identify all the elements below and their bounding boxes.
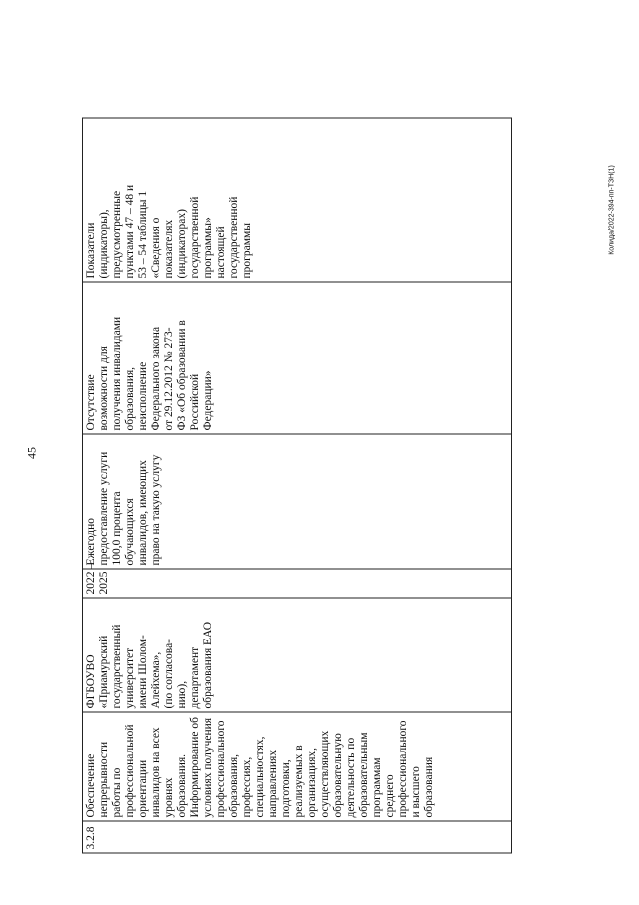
term-line: 2025 — [98, 571, 110, 595]
consequences-line: от 29.12.2012 № 273- — [163, 327, 175, 431]
executor-line: Алейхема», — [150, 651, 162, 709]
indicators-line: настоящей — [215, 226, 227, 279]
measure-line: и высшего — [410, 766, 422, 818]
executor-line: «Приамурский — [98, 635, 110, 709]
measure-line: среднего — [384, 774, 396, 818]
measure-line: реализуемых в — [293, 745, 305, 818]
measure-line: программам — [371, 757, 383, 818]
measure-line: образования. — [176, 753, 188, 818]
measure-line: условиях получения — [202, 717, 214, 818]
executor-line: имени Шолом- — [137, 635, 149, 709]
measure-cell — [83, 712, 512, 821]
measure-line: Обеспечение — [85, 753, 97, 818]
consequences-line: ФЗ «Об образовании в — [176, 320, 188, 431]
result-line: обучающихся — [124, 498, 136, 566]
executor-line: департамент — [189, 646, 201, 709]
measure-line: деятельность по — [345, 737, 357, 818]
measure-line: образовательную — [332, 733, 344, 818]
measure-text — [85, 716, 436, 818]
indicators-line: (индикаторы), — [98, 209, 110, 279]
measure-line: работы по — [111, 767, 123, 818]
measure-line: инвалидов на всех — [150, 727, 162, 818]
result-cell — [83, 434, 512, 569]
indicators-line: программы — [241, 222, 253, 279]
indicators-line: программы» — [202, 217, 214, 279]
result-text — [85, 438, 163, 566]
term-text — [85, 562, 111, 595]
executor-line: ФГБОУВО — [85, 654, 97, 709]
measure-line: подготовки, — [280, 759, 292, 818]
consequences-line: Федерального закона — [150, 326, 162, 431]
measure-line: ориентации — [137, 759, 149, 818]
measure-line: Информирование об — [189, 717, 201, 818]
consequences-line: неисполнение — [137, 361, 149, 431]
result-line: право на такую услугу — [150, 454, 162, 566]
measure-line: профессиональной — [124, 724, 136, 818]
table-row — [83, 118, 512, 853]
result-line: Ежегодно — [85, 517, 97, 566]
consequences-text — [85, 286, 215, 431]
indicators-text — [85, 122, 254, 279]
indicators-line: «Сведения о — [150, 217, 162, 279]
executor-line: университет — [124, 647, 136, 709]
term-cell — [83, 562, 512, 598]
consequences-cell — [83, 282, 512, 434]
indicators-line: предусмотренные — [111, 190, 123, 279]
measure-line: уровнях — [163, 777, 175, 818]
row-number: 3.2.8 — [85, 826, 97, 850]
measure-line: профессионального — [215, 720, 227, 818]
result-line: инвалидов, имеющих — [137, 460, 149, 566]
measure-line: профессионального — [397, 720, 409, 818]
indicators-line: пунктами 47 – 48 и — [124, 184, 136, 279]
executor-cell — [83, 598, 512, 712]
page-number: 45 — [24, 447, 39, 459]
rotated-table-container — [82, 119, 512, 854]
executor-text — [85, 602, 215, 709]
measure-line: непрерывности — [98, 741, 110, 818]
executor-line: (по согласова- — [163, 638, 175, 709]
consequences-line: Отсутствие — [85, 374, 97, 431]
consequences-line: получения инвалидами — [111, 316, 123, 431]
measure-line: профессиях, — [241, 756, 253, 818]
consequences-line: Российской — [189, 373, 201, 431]
measure-line: образования — [423, 756, 435, 818]
indicators-cell — [83, 118, 512, 282]
executor-line: образования ЕАО — [202, 621, 214, 709]
measure-line: образовательным — [358, 732, 370, 818]
indicators-line: государственной — [228, 196, 240, 279]
consequences-line: Федерации» — [202, 370, 214, 431]
program-measures-table — [82, 118, 512, 854]
executor-line: государственный — [111, 624, 123, 709]
measure-line: направлениях — [267, 749, 279, 818]
measure-line: специальностях, — [254, 736, 266, 818]
executor-line: нию), — [176, 680, 188, 709]
document-side-code: Колида/2022-394-пп-ТЗН(1) — [608, 165, 616, 255]
indicators-line: (индикаторах) — [176, 209, 188, 279]
result-line: 100,0 процента — [111, 491, 123, 566]
indicators-line: 53 – 54 таблицы 1 — [137, 190, 149, 279]
consequences-line: возможности для — [98, 346, 110, 431]
row-number-cell — [83, 821, 512, 853]
measure-line: осуществляющих — [319, 730, 331, 818]
term-line: 2022 – — [85, 562, 97, 595]
indicators-line: Показатели — [85, 222, 97, 279]
measure-line: образования, — [228, 753, 240, 818]
indicators-line: государственной — [189, 196, 201, 279]
result-line: предоставление услуги — [98, 451, 110, 566]
measure-line: организациях, — [306, 748, 318, 818]
consequences-line: образования, — [124, 366, 136, 431]
indicators-line: показателях — [163, 219, 175, 279]
